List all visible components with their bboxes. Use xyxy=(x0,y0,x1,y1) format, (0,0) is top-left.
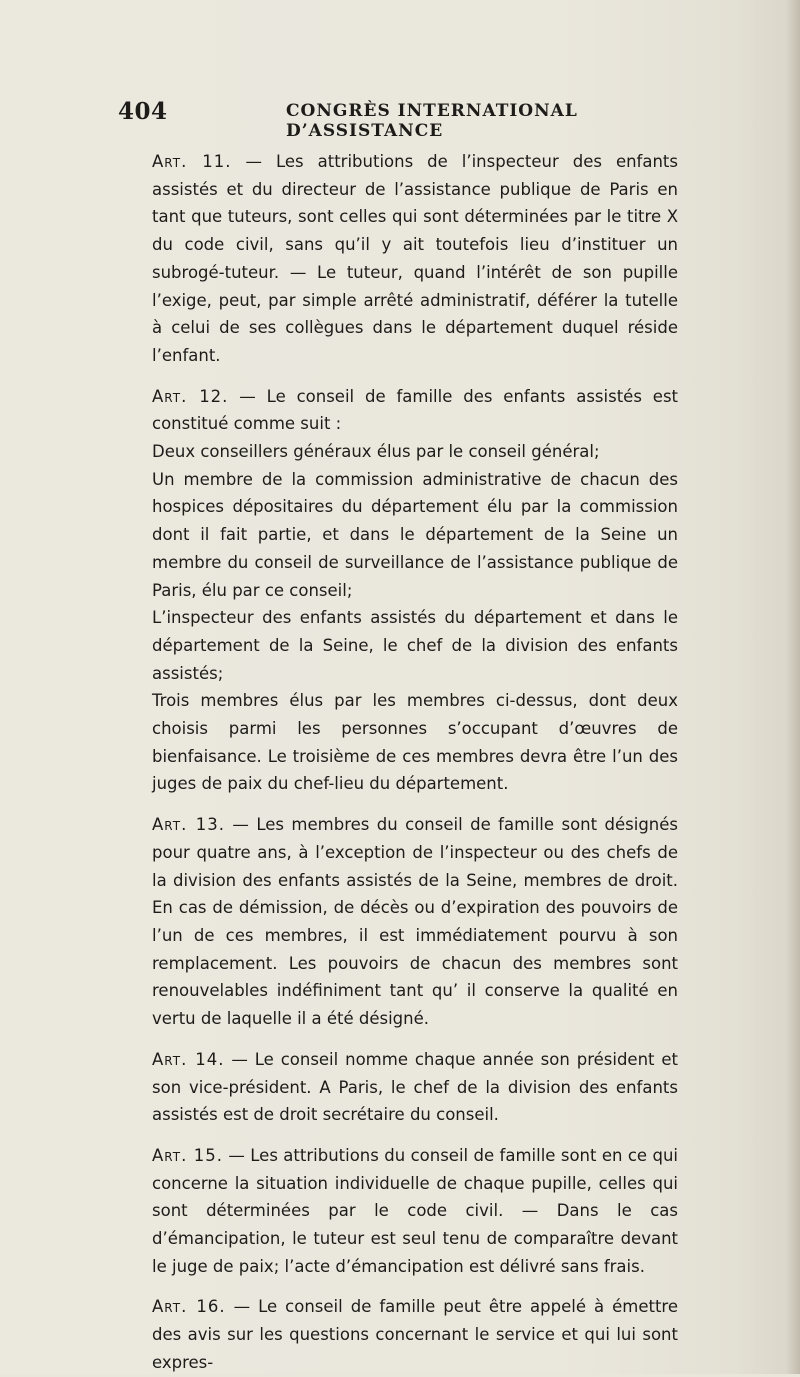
article-label: Art. 13. xyxy=(152,815,225,835)
article-label: Art. 15. xyxy=(152,1145,223,1165)
article-12-item: Deux conseillers généraux élus par le conseil général; xyxy=(152,442,600,462)
article-16 xyxy=(118,1293,678,1376)
article-label: Art. 11. xyxy=(152,152,232,171)
article-text: — Le conseil nomme chaque année son président et son vice-président. A Paris, le chef de la division des enfants assistés est de droit secrétaire du conseil. xyxy=(152,1049,679,1125)
body-text xyxy=(118,148,678,1377)
article-11 xyxy=(118,148,678,370)
article-text: — Le conseil de famille peut être appelé à émettre des avis sur les questions concernant le service et qui lui sont expres- xyxy=(152,1297,678,1372)
article-text: — Le conseil de famille des enfants assistés est constitué comme suit : xyxy=(152,386,679,434)
running-title: CONGRÈS INTERNATIONAL D’ASSISTANCE xyxy=(286,101,578,141)
article-text: — Les membres du conseil de famille sont désignés pour quatre ans, à l’exception de l’inspecteur ou des chefs de la division des enfants assistés de la Seine, membres de droit. En cas de démission, de décès ou d’expiration des pouvoirs de l’un de ces membres, il est immédiatement pourvu à son remplacement. Les pouvoirs de chacun des membres sont renouvelables indéfiniment tant qu’ il conserve la qualité en vertu de laquelle il a été désigné. xyxy=(152,815,678,1029)
article-label: Art. 14. xyxy=(152,1049,225,1069)
article-14 xyxy=(118,1046,678,1129)
article-12-item: L’inspecteur des enfants assistés du département et dans le département de la Seine, le chef de la division des enfants assistés; xyxy=(152,608,678,683)
article-12-item: Trois membres élus par les membres ci-dessus, dont deux choisis parmi les personnes s’occupant d’œuvres de bienfaisance. Le troisième de ces membres devra être l’un des juges de paix du chef-lieu du département. xyxy=(152,691,678,794)
article-label: Art. 16. xyxy=(152,1297,226,1317)
page-number: 404 xyxy=(118,98,168,125)
page-edge-shadow xyxy=(786,0,800,1374)
article-12-item: Un membre de la commission administrative de chacun des hospices dépositaires du département élu par la commission dont il fait partie, et dans le département de la Seine un membre du conseil de surveillance de l’assistance publique de Paris, élu par ce conseil; xyxy=(152,469,678,600)
page-header xyxy=(118,98,678,141)
article-text: — Les attributions de l’inspecteur des enfants assistés et du directeur de l’assistance publique de Paris en tant que tuteurs, sont celles qui sont déterminées par le titre X du code civil, sans qu’il y ait toutefois lieu d’instituer un subrogé-tuteur. — Le tuteur, quand l’intérêt de son pupille l’exige, peut, par simple arrêté administratif, déférer la tutelle à celui de ses collègues dans le département duquel réside l’enfant. xyxy=(152,152,679,365)
article-12 xyxy=(118,383,678,438)
article-text: — Les attributions du conseil de famille sont en ce qui concerne la situation individuelle de chaque pupille, celles qui sont déterminées par le code civil. — Dans le cas d’émancipation, le tuteur est seul tenu de comparaître devant le juge de paix; l’acte d’émancipation est délivré sans frais. xyxy=(152,1145,678,1276)
article-label: Art. 12. xyxy=(152,386,229,406)
article-15 xyxy=(118,1142,678,1281)
article-13 xyxy=(118,811,678,1033)
